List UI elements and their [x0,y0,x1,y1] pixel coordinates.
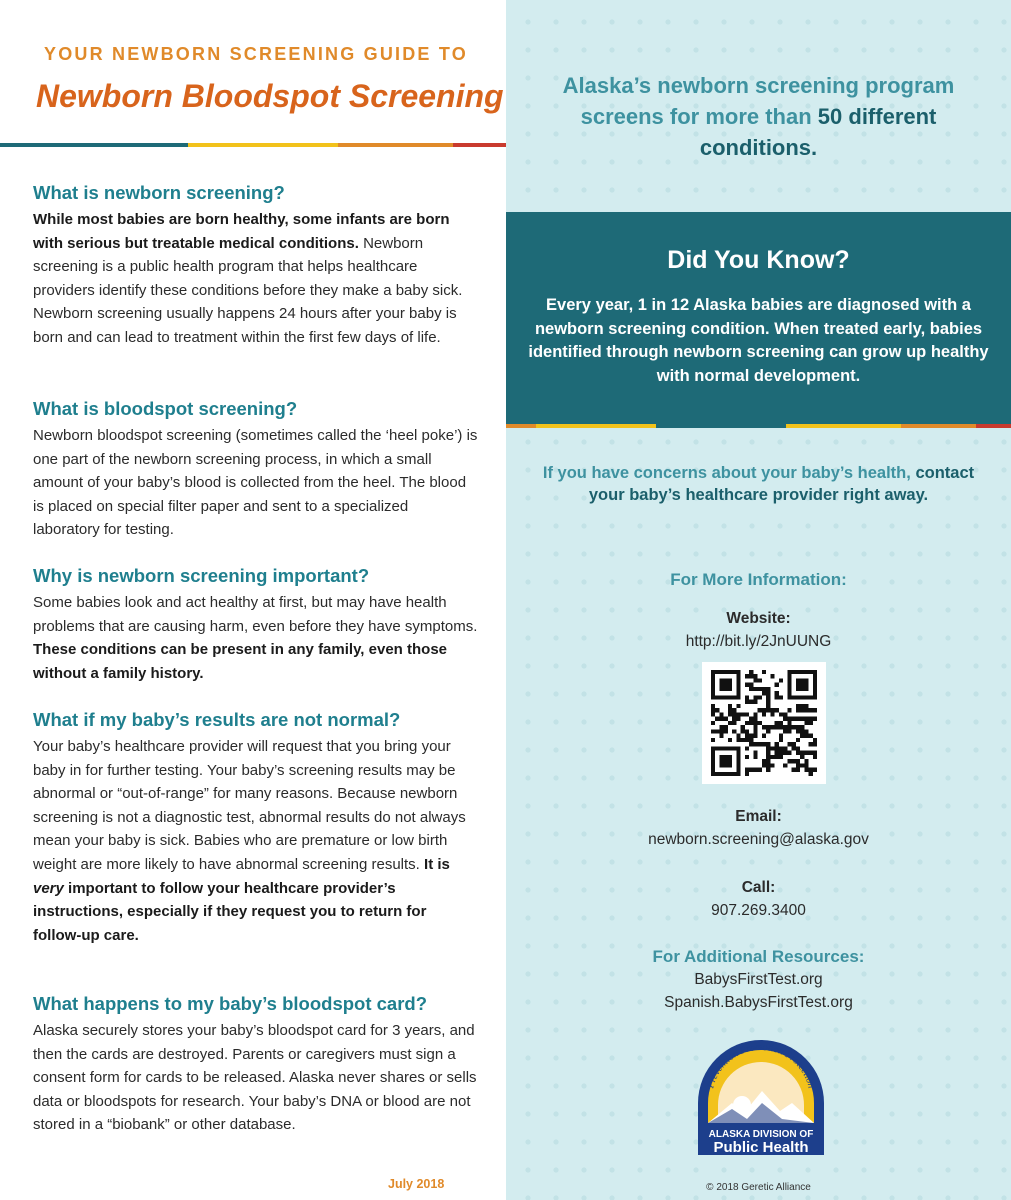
did-you-know-box [506,212,1011,424]
guide-title: Newborn Bloodspot Screening [36,78,504,114]
section-bold-a: It is [424,855,450,873]
section-text: Some babies look and act healthy at first, but may have health problems that are causing harm, even before they have symptoms. [33,594,478,635]
headline-part1: Alaska’s newborn screening program screens for more than [562,73,955,129]
logo-line2: Public Health [713,1139,809,1156]
section-bold-tail: These conditions can be present in any family, even those without a family history. [33,641,448,682]
more-info-heading: For More Information: [670,570,847,589]
phone-number[interactable]: 907.269.3400 [711,902,806,919]
website-block [506,607,1011,653]
section-text: Newborn screening is a public health program that helps healthcare providers identify these conditions before they make a baby sick. Newborn screening usually happens 24 hours after your baby is born and can lead to treatment within the first few days of life. [33,234,463,346]
did-you-know-title: Did You Know? [667,246,850,274]
website-label: Website: [726,610,791,627]
did-you-know-text: Every year, 1 in 12 Alaska babies are diagnosed with a newborn screening condition. When treated early, babies identified through newborn screening can grow up healthy with normal development. [528,296,989,385]
section-body: Alaska securely stores your baby’s bloodspot card for 3 years, and then the cards are destroyed. Parents or caregivers must sign a consent form for cards to be released. Alaska never shares or sells data or bloodspots for research. Your baby’s DNA or blood are not stored in a “biobank” or other database. [33,1022,477,1134]
section-body: Newborn bloodspot screening (sometimes called the ‘heel poke’) is one part of the newborn screening process, in which a small amount of your baby’s blood is collected from the heel. The blood is placed on special filter paper and sent to a specialized laboratory for testing. [33,427,478,539]
call-block [506,876,1011,922]
panel-stripe [506,424,1011,428]
section-heading: What happens to my baby’s bloodspot card? [33,993,428,1014]
section-heading: What is newborn screening? [33,182,285,203]
section-why-important [33,565,478,685]
section-text: Your baby’s healthcare provider will request that you bring your baby in for further testing. Your baby’s screening results may be abnormal or “out-of-range” for many reasons. Because newborn screening is not a diagnostic test, abnormal results do not always mean your baby is sick. Babies who are premature or low birth weight are more likely to have abnormal screening results. [33,738,466,873]
resources-heading: For Additional Resources: [652,947,865,966]
call-label: Call: [741,879,776,896]
section-body [33,735,478,947]
headline-part2: 50 different conditions. [699,104,937,160]
email-block [506,805,1011,851]
resource-link[interactable]: Spanish.BabysFirstTest.org [664,994,853,1011]
resource-link[interactable]: BabysFirstTest.org [694,971,823,988]
email-link[interactable]: newborn.screening@alaska.gov [648,831,869,848]
section-bloodspot-card [33,993,478,1137]
guide-eyebrow: YOUR NEWBORN SCREENING GUIDE TO [44,44,468,64]
section-bold-b: important to follow your healthcare provider’s instructions, especially if they request you to return for follow-up care. [33,879,427,944]
section-bold-em: very [33,879,64,897]
logo-arc-text: Prevention Promotion Protection [705,1041,817,1090]
copyright-notice: © 2018 Geretic Alliance [706,1182,811,1193]
section-what-is-screening [33,182,478,350]
more-info-heading-block [506,570,1011,590]
section-heading: What is bloodspot screening? [33,398,298,419]
section-body [33,591,478,685]
section-heading: What if my baby’s results are not normal? [33,709,401,730]
section-heading: Why is newborn screening important? [33,565,370,586]
concern-part2: contact your baby’s healthcare provider right away. [588,464,975,504]
right-panel [506,0,1011,1200]
header-stripe [0,143,506,147]
section-bloodspot [33,398,478,542]
qr-code-icon[interactable] [702,662,826,784]
screening-headline [526,70,991,163]
website-link[interactable]: http://bit.ly/2JnUUNG [685,633,832,650]
alaska-public-health-logo [692,1033,830,1157]
email-label: Email: [735,808,782,825]
concern-part1: If you have concerns about your baby’s health, [542,464,911,482]
health-concern-note [536,462,981,506]
section-bold-intro: While most babies are born healthy, some infants are born with serious but treatable medical conditions. [33,211,450,252]
logo-line1: ALASKA DIVISION OF [708,1129,814,1140]
qr-code-graphic [710,670,818,776]
resources-block [506,945,1011,1014]
publication-date: July 2018 [388,1177,445,1191]
section-results-not-normal [33,709,478,947]
section-body [33,208,478,350]
